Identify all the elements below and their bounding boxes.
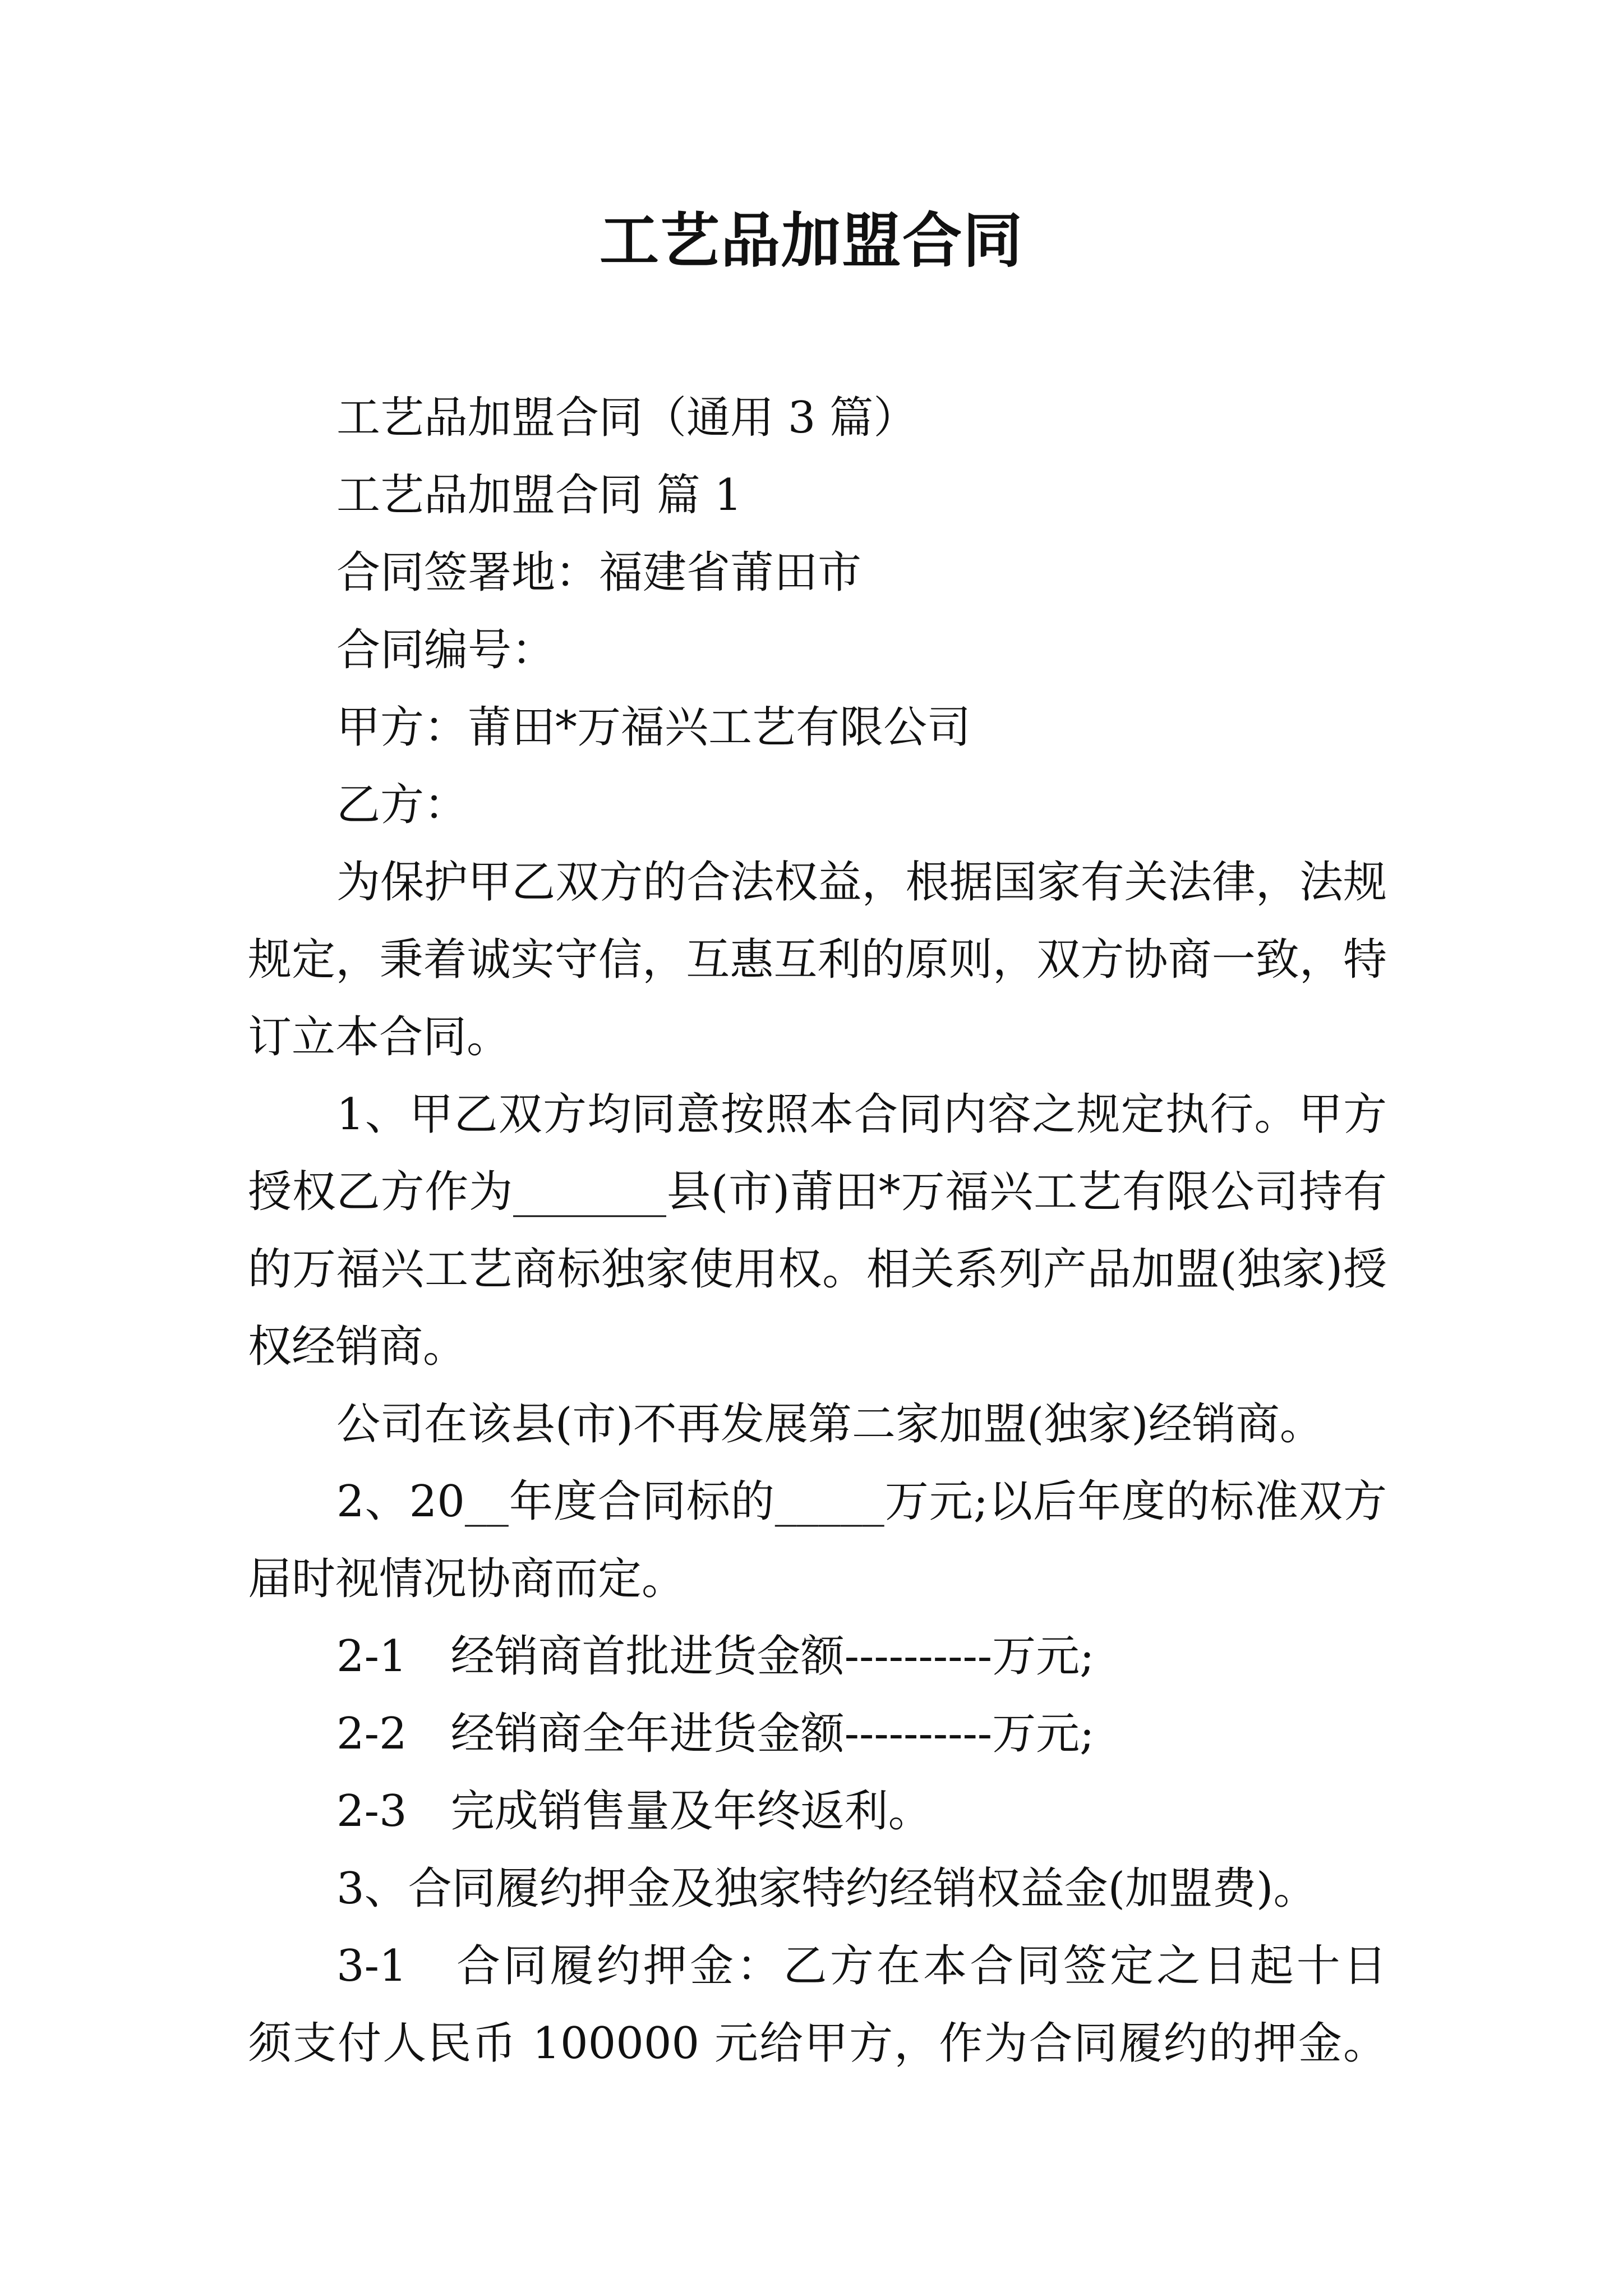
section-heading [248, 457, 1387, 534]
paragraph-line: 2-3 完成销售量及年终返利。 [336, 1786, 932, 1837]
clause-1-note [248, 1386, 1387, 1463]
paragraph-line: 合同编号： [336, 625, 556, 675]
party-a [248, 689, 1387, 766]
clause-1 [248, 1076, 1387, 1386]
clause-2-1 [248, 1618, 1387, 1695]
signing-location [248, 534, 1387, 611]
paragraph-line: 工艺品加盟合同 篇 1 [336, 470, 743, 521]
paragraph-line: 合同签署地：福建省莆田市 [336, 547, 862, 598]
paragraph-line: 3-1 合同履约押金：乙方在本合同签定之日起十日 [336, 1941, 1387, 1991]
paragraph-line: 2-1 经销商首批进货金额----------万元; [336, 1631, 1095, 1682]
clause-2-3 [248, 1773, 1387, 1850]
paragraph-line: 工艺品加盟合同（通用 3 篇） [336, 393, 917, 443]
clause-3-1 [248, 1927, 1387, 2082]
paragraph-line: 3、合同履约押金及独家特约经销权益金(加盟费)。 [336, 1864, 1317, 1914]
paragraph-line: 公司在该县(市)不再发展第二家加盟(独家)经销商。 [336, 1399, 1324, 1450]
paragraph-line: 甲方：莆田*万福兴工艺有限公司 [336, 702, 971, 753]
paragraph-line: 1、甲乙双方均同意按照本合同内容之规定执行。甲方 [336, 1089, 1387, 1140]
paragraph-line: 权经销商。 [248, 1322, 467, 1372]
paragraph-line: 2、20__年度合同标的_____万元;以后年度的标准双方 [336, 1476, 1387, 1527]
paragraph-line: 2-2 经销商全年进货金额----------万元; [336, 1709, 1095, 1759]
paragraph-line: 授权乙方作为_______县(市)莆田*万福兴工艺有限公司持有 [248, 1167, 1387, 1217]
paragraph-line: 规定，秉着诚实守信，互惠互利的原则，双方协商一致，特 [248, 935, 1387, 985]
paragraph-line: 乙方： [336, 780, 468, 830]
document-subtitle [248, 379, 1387, 457]
paragraph-line: 届时视情况协商而定。 [248, 1554, 686, 1604]
paragraph-line: 须支付人民币 100000 元给甲方，作为合同履约的押金。 [248, 2018, 1387, 2069]
clause-2 [248, 1463, 1387, 1618]
contract-number [248, 611, 1387, 689]
document-body [248, 379, 1387, 2082]
clause-3 [248, 1850, 1387, 1927]
preamble-paragraph [248, 844, 1387, 1076]
clause-2-2 [248, 1695, 1387, 1773]
party-b [248, 766, 1387, 844]
paragraph-line: 的万福兴工艺商标独家使用权。相关系列产品加盟(独家)授 [248, 1244, 1387, 1295]
paragraph-line: 为保护甲乙双方的合法权益，根据国家有关法律，法规 [336, 857, 1387, 908]
document-title: 工艺品加盟合同 [600, 205, 1023, 275]
paragraph-line: 订立本合同。 [248, 1012, 511, 1062]
